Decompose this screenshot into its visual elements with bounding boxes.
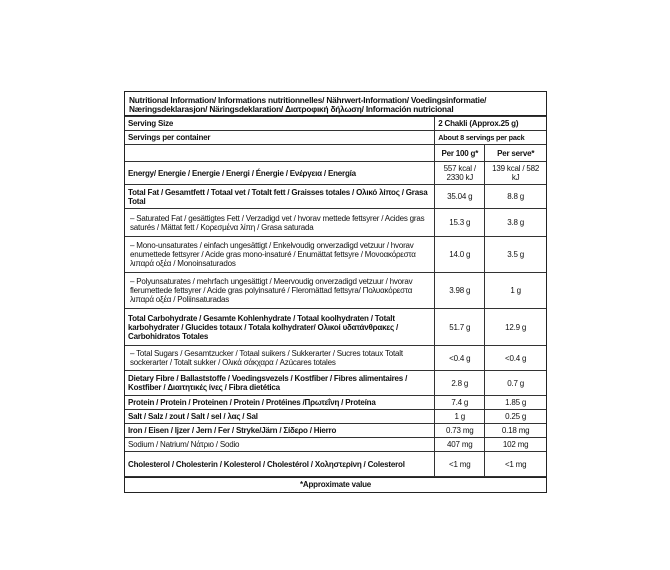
row-per100: <1 mg <box>435 452 485 477</box>
row-perserve: 1.85 g <box>485 396 546 410</box>
row-per100: 3.98 g <box>435 273 485 309</box>
footnote: *Approximate value <box>125 477 546 492</box>
table-row <box>125 452 546 477</box>
row-label: Sodium / Natrium/ Νάτριο / Sodio <box>125 438 435 452</box>
row-per100: 0.73 mg <box>435 424 485 438</box>
table-row <box>125 309 546 346</box>
row-perserve: 12.9 g <box>485 309 546 346</box>
row-per100: 407 mg <box>435 438 485 452</box>
row-perserve: <1 mg <box>485 452 546 477</box>
table-row <box>125 237 546 273</box>
row-label: Energy/ Energie / Energie / Energi / Énergie / Ενέργεια / Energía <box>125 162 435 185</box>
row-per100: 1 g <box>435 410 485 424</box>
table-row <box>125 410 546 424</box>
servings-value: About 8 servings per pack <box>435 131 546 145</box>
column-header-per100: Per 100 g* <box>435 145 485 162</box>
servings-row <box>125 131 546 145</box>
row-perserve: 0.25 g <box>485 410 546 424</box>
column-header-perserve: Per serve* <box>485 145 546 162</box>
table-row <box>125 438 546 452</box>
table-row <box>125 162 546 185</box>
row-per100: <0.4 g <box>435 346 485 371</box>
row-label: – Saturated Fat / gesättigtes Fett / Verzadigd vet / hvorav mettede fettsyrer / Acides gras saturés / Mättat fett / Κορεσμένα λίπη / Grasa saturada <box>125 209 435 237</box>
row-perserve: 1 g <box>485 273 546 309</box>
row-label: Dietary Fibre / Ballaststoffe / Voedingsvezels / Kostfiber / Fibres alimentaires / Kostfiber / Διαιτητικές ίνες / Fibra dietética <box>125 371 435 396</box>
servings-label: Servings per container <box>125 131 435 145</box>
row-per100: 51.7 g <box>435 309 485 346</box>
table-row <box>125 424 546 438</box>
table-row <box>125 371 546 396</box>
row-label: Cholesterol / Cholesterin / Kolesterol / Cholestérol / Χοληστερίνη / Colesterol <box>125 452 435 477</box>
column-header-blank <box>125 145 435 162</box>
row-per100: 14.0 g <box>435 237 485 273</box>
table-row <box>125 346 546 371</box>
table-row <box>125 396 546 410</box>
row-perserve: <0.4 g <box>485 346 546 371</box>
row-perserve: 0.18 mg <box>485 424 546 438</box>
row-label: – Total Sugars / Gesamtzucker / Totaal suikers / Sukkerarter / Sucres totaux Totalt sockerarter / Totalt sukker / Ολικά σάκχαρα / Azúcares totales <box>125 346 435 371</box>
row-perserve: 0.7 g <box>485 371 546 396</box>
nutrition-table <box>125 116 546 477</box>
row-label: Total Carbohydrate / Gesamte Kohlenhydrate / Totaal koolhydraten / Totalt karbohydrater / Glucides totaux / Totala kolhydrater/ Ολικοί υδατάνθρακες / Carbohidratos Totales <box>125 309 435 346</box>
serving-size-value: 2 Chakli (Approx.25 g) <box>435 117 546 131</box>
nutrition-label <box>124 91 547 493</box>
serving-size-row <box>125 117 546 131</box>
row-per100: 15.3 g <box>435 209 485 237</box>
row-label: – Mono-unsaturates / einfach ungesättigt / Enkelvoudig onverzadigd vetzuur / hvorav enumettede fettsyrer / Acide gras mono-insaturé / Enumättat fettsyre / Μονοακόρεστα λιπαρά οξέα / Monoinsaturados <box>125 237 435 273</box>
row-perserve: 3.8 g <box>485 209 546 237</box>
table-row <box>125 273 546 309</box>
row-per100: 35.04 g <box>435 185 485 209</box>
row-label: Protein / Protein / Proteinen / Protein / Protéines /Πρωτεΐνη / Proteína <box>125 396 435 410</box>
row-perserve: 102 mg <box>485 438 546 452</box>
row-perserve: 3.5 g <box>485 237 546 273</box>
column-header-row <box>125 145 546 162</box>
label-title: Nutritional Information/ Informations nutritionnelles/ Nährwert-Information/ Voedingsinformatie/ Næringsdeklarasjon/ Näringsdeklaration/ Διατροφική δήλωση/ Información nutricional <box>125 92 546 116</box>
row-label: Iron / Eisen / Ijzer / Jern / Fer / Stryke/Järn / Σίδερο / Hierro <box>125 424 435 438</box>
row-perserve: 139 kcal / 582 kJ <box>485 162 546 185</box>
row-label: Total Fat / Gesamtfett / Totaal vet / Totalt fett / Graisses totales / Ολικό λίπος / Grasa Total <box>125 185 435 209</box>
row-per100: 2.8 g <box>435 371 485 396</box>
row-per100: 7.4 g <box>435 396 485 410</box>
table-row <box>125 209 546 237</box>
table-row <box>125 185 546 209</box>
row-perserve: 8.8 g <box>485 185 546 209</box>
row-label: – Polyunsaturates / mehrfach ungesättigt / Meervoudig onverzadigd vetzuur / hvorav flerumettede fettsyrer / Acide gras polyinsaturé / Fleromättad fettsyra/ Πολυακόρεστα λιπαρά οξέα / Poliinsaturadas <box>125 273 435 309</box>
row-label: Salt / Salz / zout / Salt / sel / λας / Sal <box>125 410 435 424</box>
serving-size-label: Serving Size <box>125 117 435 131</box>
row-per100: 557 kcal / 2330 kJ <box>435 162 485 185</box>
